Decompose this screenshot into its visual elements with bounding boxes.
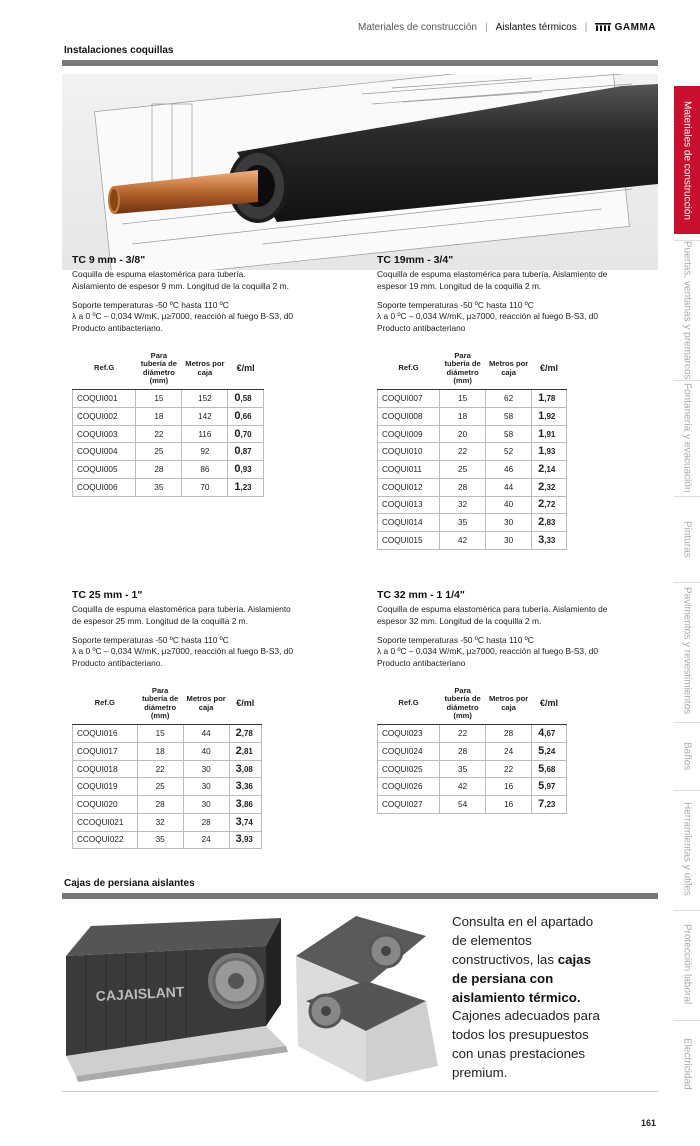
product-desc: Coquilla de espuma elastomérica para tubería. Aislamiento de [377,269,608,280]
price-cents: ,93 [544,447,556,457]
metros-cell: 116 [182,425,228,443]
price-whole: 2 [538,480,545,493]
product-desc: de espesor 25 mm. Longitud de la coquilla 2 m. [72,615,248,626]
price-whole: 1 [538,427,545,440]
sidebar-item-proteccion[interactable] [674,914,700,1014]
price-cell [532,478,567,496]
price-whole: 5 [538,762,545,775]
price-header: €/ml [229,683,261,725]
price-header: €/ml [532,348,567,390]
price-whole: 2 [235,727,242,740]
product-spec: λ a 0 ºC – 0,034 W/mK, μ≥7000, reacción al fuego B-S3, d0 [377,311,599,322]
price-cell [229,813,261,831]
sidebar-label: Fontanería y evacuación [681,383,693,493]
price-whole: 1 [538,445,545,458]
diameter-cell: 35 [137,831,183,849]
section-bar [62,893,658,899]
product-title: TC 25 mm - 1" [72,589,143,601]
metros-cell: 44 [486,478,532,496]
price-cell [532,390,567,408]
product-desc: Coquilla de espuma elastomérica para tubería. [72,269,246,280]
sidebar-label: Materiales de construcción [681,100,693,220]
metros-cell: 28 [183,813,229,831]
ref-cell: COQUI024 [378,743,440,761]
price-cell [532,725,567,743]
section-title-coquillas: Instalaciones coquillas [64,45,174,56]
diameter-header: Para tubería de diámetro (mm) [440,683,486,725]
price-whole: 0 [234,445,241,458]
table-row [73,778,262,796]
ref-cell: COQUI012 [378,478,440,496]
metros-cell: 92 [182,443,228,461]
diameter-cell: 22 [136,425,182,443]
table-row [378,496,567,514]
price-whole: 0 [234,410,241,422]
diameter-cell: 15 [136,390,182,408]
price-cents: ,67 [544,729,556,739]
ref-cell: COQUI023 [378,725,440,743]
product-title: TC 9 mm - 3/8" [72,254,146,266]
price-cents: ,23 [544,800,556,810]
price-whole: 7 [538,798,545,811]
table-row [378,461,567,479]
price-cents: ,68 [544,764,556,774]
price-whole: 3 [538,533,545,546]
ref-cell: COQUI007 [378,390,440,408]
table-row [73,461,264,479]
price-cell [229,831,261,849]
price-cents: ,86 [241,800,253,810]
section-bar [62,60,658,66]
ref-cell: COQUI011 [378,461,440,479]
product-spec: Producto antibacteriano. [72,657,163,668]
product-spec: λ a 0 ºC – 0,034 W/mK, μ≥7000, reacción al fuego B-S3, d0 [377,646,599,657]
product-title: TC 19mm - 3/4" [377,254,454,266]
price-table [377,348,567,550]
diameter-header: Para tubería de diámetro (mm) [440,348,486,390]
price-cell [532,531,567,549]
metros-cell: 152 [182,390,228,408]
table-row [73,478,264,496]
metros-cell: 44 [183,725,229,743]
ref-cell: COQUI013 [378,496,440,514]
metros-cell: 30 [486,531,532,549]
metros-cell: 30 [486,514,532,532]
ref-cell: COQUI005 [73,461,136,479]
product-tc19 [377,253,647,550]
table-row [73,831,262,849]
price-cents: ,83 [544,518,556,528]
price-cell [532,443,567,461]
product-desc: Aislamiento de espesor 9 mm. Longitud de la coquilla 2 m. [72,280,289,291]
metros-cell: 142 [182,408,228,426]
price-cell [532,760,567,778]
diameter-cell: 28 [136,461,182,479]
price-cell [532,743,567,761]
diameter-header: Para tubería de diámetro (mm) [136,348,182,390]
ref-header: Ref.G [378,348,440,390]
price-whole: 3 [235,833,242,846]
product-tc25 [72,588,342,849]
sidebar-label: Pavimentos y revestimientos [681,587,693,715]
price-cents: ,78 [544,394,556,404]
diameter-cell: 22 [440,443,486,461]
price-cell [532,778,567,796]
product-tc9 [72,253,342,497]
ref-cell: COQUI016 [73,725,138,743]
price-cents: ,81 [241,747,253,756]
diameter-cell: 32 [137,813,183,831]
price-cents: ,32 [544,482,556,492]
product-spec: Producto antibacteriano [377,657,466,668]
ref-cell: COQUI010 [378,443,440,461]
ref-cell: COQUI020 [73,796,138,814]
page-number: 161 [640,1118,656,1128]
price-table [72,683,262,849]
brand-on-box: CAJAISLANT [95,983,185,1004]
price-cents: ,78 [241,729,253,739]
product-tc32 [377,588,647,814]
table-row [73,390,264,408]
price-whole: 1 [538,392,545,405]
price-cell [228,408,264,426]
ref-cell: COQUI014 [378,514,440,532]
product-desc: espesor 19 mm. Longitud de la coquilla 2 m. [377,280,542,291]
price-whole: 1 [538,410,545,422]
price-cents: ,92 [544,412,556,421]
price-whole: 0 [234,463,241,476]
metros-cell: 24 [486,743,532,761]
table-row [378,408,567,426]
table-row [378,390,567,408]
sidebar-item-materiales[interactable] [674,86,700,234]
brand-logo [595,22,656,33]
breadcrumb-category[interactable]: Materiales de construcción [358,22,477,33]
metros-cell: 70 [182,478,228,496]
brand-mark-icon [595,23,611,31]
persiana-box-right [296,916,438,1082]
sidebar-item-pavimentos[interactable] [674,586,700,716]
price-cents: ,08 [241,764,253,774]
persiana-text-outro: Cajones adecuados para todos los presupuestos con unas prestaciones premium. [452,1008,600,1080]
metros-cell: 28 [486,725,532,743]
price-cell [229,760,261,778]
metros-cell: 62 [486,390,532,408]
price-whole: 0 [234,392,241,405]
price-cell [228,478,264,496]
diameter-cell: 42 [440,531,486,549]
persiana-description [452,913,602,1083]
header-breadcrumb [358,22,656,33]
table-row [73,813,262,831]
price-cell [228,425,264,443]
table-row [378,443,567,461]
table-row [378,514,567,532]
price-cents: ,33 [544,535,556,545]
metros-cell: 22 [486,760,532,778]
table-row [73,725,262,743]
table-row [378,425,567,443]
hero-image-coquilla [62,74,658,270]
price-whole: 2 [538,498,545,511]
section-title-persiana: Cajas de persiana aislantes [64,878,195,889]
price-cell [532,408,567,426]
metros-cell: 30 [183,760,229,778]
price-cents: ,91 [544,429,556,439]
breadcrumb-separator: | [484,22,488,33]
table-row [378,725,567,743]
price-cell [532,425,567,443]
price-cell [229,743,261,761]
ref-cell: COQUI009 [378,425,440,443]
product-desc: espesor 32 mm. Longitud de la coquilla 2 m. [377,615,542,626]
product-spec: Producto antibacteriano [377,322,466,333]
price-whole: 4 [538,727,545,740]
ref-cell: COQUI025 [378,760,440,778]
product-spec: λ a 0 ºC – 0,034 W/mK, μ≥7000, reacción al fuego B-S3, d0 [72,646,294,657]
diameter-cell: 42 [440,778,486,796]
price-cents: ,74 [241,817,253,827]
ref-cell: COQUI017 [73,743,138,761]
metros-cell: 16 [486,778,532,796]
product-desc: Coquilla de espuma elastomérica para tubería. Aislamiento [72,604,291,615]
price-cents: ,66 [240,412,252,421]
metros-cell: 30 [183,796,229,814]
metros-cell: 52 [486,443,532,461]
diameter-cell: 28 [440,743,486,761]
metros-cell: 40 [183,743,229,761]
diameter-cell: 22 [440,725,486,743]
metros-cell: 30 [183,778,229,796]
price-whole: 5 [538,780,545,793]
diameter-cell: 35 [440,514,486,532]
sidebar-label: Electricidad [681,1038,693,1090]
ref-cell: COQUI006 [73,478,136,496]
table-row [73,425,264,443]
metros-cell: 58 [486,408,532,426]
product-title: TC 32 mm - 1 1/4" [377,589,465,601]
price-cents: ,72 [544,500,556,510]
metros-header: Metros por caja [183,683,229,725]
price-cell [228,443,264,461]
diameter-cell: 54 [440,796,486,814]
price-whole: 2 [235,745,242,757]
price-table [72,348,264,497]
price-cents: ,93 [240,465,252,475]
diameter-header: Para tubería de diámetro (mm) [137,683,183,725]
sidebar-item-herramientas[interactable] [674,794,700,904]
price-cents: ,97 [544,782,556,792]
product-spec: Soporte temperaturas -50 ºC hasta 110 ºC [377,634,534,645]
table-row [378,778,567,796]
price-cents: ,36 [241,782,253,792]
table-row [73,443,264,461]
product-spec: Producto antibacteriano. [72,322,163,333]
ref-cell: COQUI001 [73,390,136,408]
price-header: €/ml [532,683,567,725]
price-whole: 3 [235,780,242,793]
price-cell [532,496,567,514]
diameter-cell: 35 [136,478,182,496]
diameter-cell: 18 [136,408,182,426]
price-whole: 1 [234,480,241,493]
ref-cell: CCOQUI022 [73,831,138,849]
sidebar-item-puertas[interactable] [674,240,700,380]
ref-cell: COQUI027 [378,796,440,814]
price-cents: ,93 [241,835,253,845]
ref-cell: COQUI018 [73,760,138,778]
price-whole: 5 [538,745,545,757]
price-cents: ,70 [240,429,252,439]
metros-header: Metros por caja [182,348,228,390]
diameter-cell: 28 [440,478,486,496]
ref-header: Ref.G [73,348,136,390]
product-spec: Soporte temperaturas -50 ºC hasta 110 ºC [72,634,229,645]
breadcrumb-subcategory[interactable]: Aislantes térmicos [495,22,577,33]
price-cell [532,461,567,479]
price-cell [532,514,567,532]
price-whole: 3 [235,762,242,775]
ref-cell: COQUI015 [378,531,440,549]
price-cents: ,14 [544,465,556,475]
sidebar-label: Baños [681,741,693,771]
diameter-cell: 35 [440,760,486,778]
persiana-text-intro: Consulta en el apartado de elementos constructivos, las [452,914,594,967]
footer-divider [62,1091,658,1092]
price-whole: 3 [235,798,242,811]
metros-cell: 86 [182,461,228,479]
metros-cell: 40 [486,496,532,514]
diameter-cell: 32 [440,496,486,514]
diameter-cell: 28 [137,796,183,814]
diameter-cell: 15 [440,390,486,408]
metros-cell: 46 [486,461,532,479]
price-cents: ,24 [544,747,556,756]
brand-name: GAMMA [614,22,656,33]
ref-cell: COQUI002 [73,408,136,426]
diameter-cell: 20 [440,425,486,443]
metros-header: Metros por caja [486,348,532,390]
table-row [378,743,567,761]
product-spec: Soporte temperaturas -50 ºC hasta 110 ºC [377,299,534,310]
persiana-box-image [66,906,438,1082]
ref-cell: COQUI026 [378,778,440,796]
price-whole: 0 [234,427,241,440]
price-cell [229,796,261,814]
ref-cell: CCOQUI021 [73,813,138,831]
table-row [378,478,567,496]
price-cell [229,778,261,796]
sidebar-label: Puertas, ventanas y premarcos [681,240,693,380]
diameter-cell: 15 [137,725,183,743]
table-row [378,760,567,778]
table-row [73,760,262,778]
metros-header: Metros por caja [486,683,532,725]
sidebar-item-banos[interactable] [674,726,700,786]
persiana-box-left [66,918,288,1082]
price-cell [532,796,567,814]
price-cell [229,725,261,743]
metros-cell: 24 [183,831,229,849]
price-cents: ,23 [240,482,252,492]
metros-cell: 16 [486,796,532,814]
price-whole: 2 [538,463,545,476]
price-whole: 3 [235,815,242,828]
price-header: €/ml [228,348,264,390]
product-desc: Coquilla de espuma elastomérica para tubería. Aislamiento de [377,604,608,615]
table-row [378,531,567,549]
diameter-cell: 25 [136,443,182,461]
diameter-cell: 22 [137,760,183,778]
sidebar-item-fontaneria[interactable] [674,384,700,492]
ref-cell: COQUI003 [73,425,136,443]
persiana-text-bold: cajas de persiana con aislamiento térmico. [452,951,591,1005]
table-row [73,408,264,426]
diameter-cell: 18 [137,743,183,761]
sidebar-label: Herramientas y útiles [681,802,693,896]
price-cents: ,58 [240,394,252,404]
price-cell [228,390,264,408]
ref-header: Ref.G [378,683,440,725]
price-cell [228,461,264,479]
price-cents: ,87 [240,447,252,457]
product-spec: Soporte temperaturas -50 ºC hasta 110 ºC [72,299,229,310]
table-row [73,796,262,814]
sidebar-label: Pinturas [681,520,693,558]
sidebar-item-electricidad[interactable] [674,1024,700,1104]
sidebar-item-pinturas[interactable] [674,500,700,578]
diameter-cell: 25 [137,778,183,796]
breadcrumb-separator: | [584,22,588,33]
metros-cell: 58 [486,425,532,443]
diameter-cell: 18 [440,408,486,426]
sidebar-label: Protección laboral [681,923,693,1005]
ref-cell: COQUI004 [73,443,136,461]
ref-header: Ref.G [73,683,138,725]
ref-cell: COQUI008 [378,408,440,426]
price-table [377,683,567,814]
table-row [378,796,567,814]
price-whole: 2 [538,516,545,529]
ref-cell: COQUI019 [73,778,138,796]
table-row [73,743,262,761]
diameter-cell: 25 [440,461,486,479]
product-spec: λ a 0 ºC – 0,034 W/mK, μ≥7000, reacción al fuego B-S3, d0 [72,311,294,322]
